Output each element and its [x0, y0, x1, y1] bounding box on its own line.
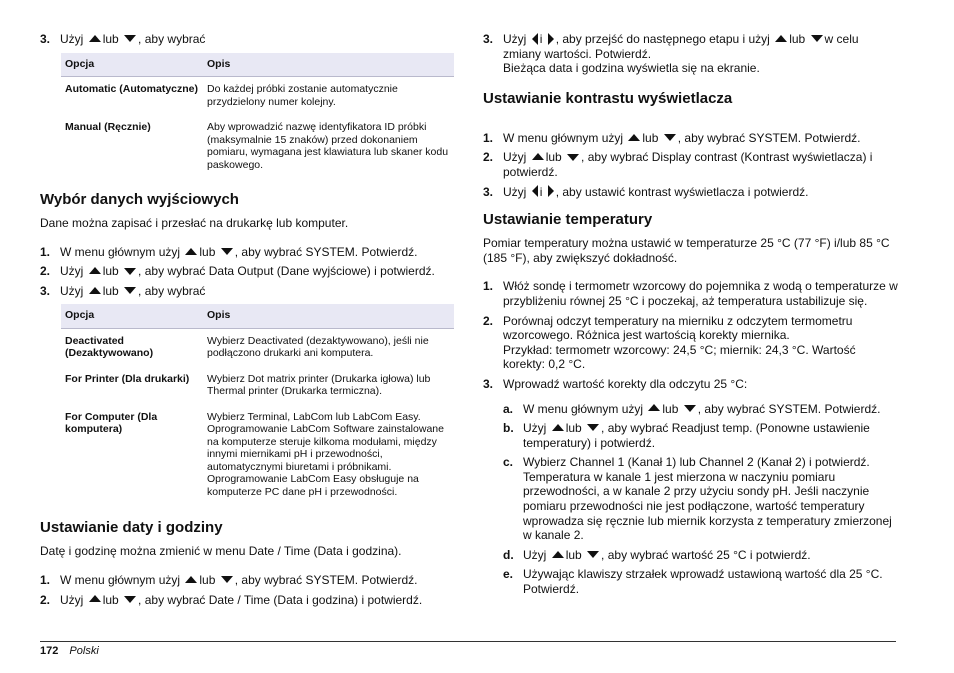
arrow-up-icon: [552, 424, 564, 431]
step-text: lub: [102, 32, 119, 46]
description-cell: Do każdej próbki zostanie automatycznie przydzielony numer kolejny.: [207, 83, 398, 108]
step-text: Użyj: [503, 150, 527, 165]
step-number: 2.: [483, 313, 494, 328]
arrow-down-icon: [811, 35, 823, 42]
list-item: [503, 567, 898, 596]
table-header: Opcja: [61, 304, 203, 328]
sub-steps: [503, 402, 898, 597]
list-item: [483, 32, 898, 76]
step-number: b.: [503, 421, 514, 436]
left-column: [40, 32, 454, 612]
temperature-steps: [483, 279, 898, 596]
step-text: lub: [662, 401, 679, 416]
table-header: Opis: [203, 53, 454, 77]
arrow-up-icon: [89, 287, 101, 294]
arrow-up-icon: [628, 134, 640, 141]
step-text: w celu zmiany wartości. Potwierdź.: [503, 32, 859, 61]
step-text: , aby wybrać wartość 25 °C i potwierdź.: [601, 547, 811, 562]
arrow-down-icon: [124, 287, 136, 294]
step-text: lub: [102, 283, 119, 298]
arrow-down-icon: [587, 424, 599, 431]
section-heading: Ustawianie kontrastu wyświetlacza: [483, 89, 733, 107]
step-text: lub: [199, 244, 216, 259]
arrow-down-icon: [684, 405, 696, 412]
list-item: [40, 593, 454, 608]
step-text: , aby wybrać: [138, 32, 206, 46]
option-cell: Manual (Ręcznie): [65, 121, 151, 134]
step-number: e.: [503, 567, 514, 582]
table-row: [61, 115, 454, 178]
step-text: , aby wybrać Readjust temp. (Ponowne ustawienie temperatury) i potwierdź.: [523, 421, 870, 450]
arrow-right-icon: [548, 185, 554, 197]
arrow-down-icon: [124, 35, 136, 42]
description-cell: Wybierz Dot matrix printer (Drukarka igłowa) lub Thermal printer (Drukarka termiczna).: [207, 372, 431, 398]
description-cell: Aby wprowadzić nazwę identyfikatora ID próbki (maksymalnie 15 znaków) przed dokonaniem pomiaru, wymagana jest klawiatura lub skaner kodu paskowego.: [207, 121, 449, 171]
list-item: [40, 245, 454, 260]
section-intro: Datę i godzinę można zmienić w menu Date / Time (Data i godzina).: [40, 544, 402, 559]
arrow-down-icon: [221, 248, 233, 255]
step-text: , aby przejść do następnego etapu i użyj: [555, 32, 770, 46]
step-text: lub: [102, 592, 119, 607]
arrow-left-icon: [532, 185, 538, 197]
section-intro: Pomiar temperatury można ustawić w temperaturze 25 °C (77 °F) i/lub 85 °C (185 °F), aby zwiększyć dokładność.: [483, 236, 890, 265]
output-steps: [40, 245, 454, 299]
option-cell: For Computer (Dla komputera): [65, 410, 158, 436]
arrow-down-icon: [124, 596, 136, 603]
arrow-down-icon: [587, 551, 599, 558]
option-cell: Automatic (Automatyczne): [65, 83, 199, 96]
list-item: [40, 573, 454, 588]
step-text: W menu głównym użyj: [503, 130, 624, 145]
list-item: [503, 548, 898, 563]
arrow-down-icon: [567, 154, 579, 161]
arrow-up-icon: [89, 267, 101, 274]
step-text: i: [539, 184, 543, 199]
table-row: [61, 328, 454, 367]
step-text: Porównaj odczyt temperatury na mierniku z odczytem termometru wzorcowego. Różnica jest wartością korekty miernika.: [503, 313, 853, 343]
step-number: 3.: [483, 376, 494, 391]
arrow-down-icon: [221, 576, 233, 583]
step-text: , aby wybrać Data Output (Dane wyjściowe) i potwierdź.: [138, 264, 435, 279]
step-number: d.: [503, 547, 514, 562]
step-number: 3.: [483, 184, 494, 199]
step-text: Używając klawiszy strzałek wprowadź ustawioną wartość dla 25 °C. Potwierdź.: [523, 567, 883, 597]
step-text: Włóż sondę i termometr wzorcowy do pojemnika z wodą o temperaturze w przybliżeniu równej 25 °C i poczekaj, aż temperatura ustabilizuje się.: [503, 279, 898, 308]
section-heading: Wybór danych wyjściowych: [40, 191, 239, 209]
step-text: Użyj: [503, 184, 527, 199]
data-output-options-table: [61, 304, 454, 505]
step-number: 3.: [40, 283, 51, 298]
arrow-down-icon: [664, 134, 676, 141]
step-text: i: [539, 32, 543, 46]
option-cell: Deactivated (Dezaktywowano): [65, 334, 154, 360]
footer-language: Polski: [69, 645, 99, 657]
list-item: [503, 402, 898, 417]
step-text: , aby wybrać Display contrast (Kontrast wyświetlacza) i potwierdź.: [503, 150, 873, 179]
step-text: Wybierz Channel 1 (Kanał 1) lub Channel 2 (Kanał 2) i potwierdź. Temperatura w kanale 1 jest mierzona w naczyniu pomiaru przewodności, a w kanale 2 przy użyciu sondy pH. Jeśli naczynie pomiaru przewodności nie jest podłączone, wartość temperatury wprowadza się ręcznie lub miernik korzysta z temperatury zmierzonej w kanale 2.: [523, 455, 892, 543]
arrow-up-icon: [532, 153, 544, 160]
contrast-steps: [483, 131, 898, 199]
step-number: 1.: [40, 573, 51, 588]
step-text: lub: [545, 150, 562, 165]
step-number: 2.: [40, 264, 51, 279]
step-number: 1.: [40, 244, 51, 259]
step-number: 1.: [483, 279, 494, 294]
step-text: lub: [789, 32, 806, 46]
step-text: lub: [199, 573, 216, 588]
list-item: [483, 150, 898, 179]
step-note: Bieżąca data i godzina wyświetla się na ekranie.: [503, 61, 760, 76]
step-text: W menu głównym użyj: [60, 573, 181, 588]
step-text: Użyj: [60, 32, 84, 46]
step-number: c.: [503, 455, 514, 470]
step-text: lub: [565, 421, 582, 436]
arrow-up-icon: [185, 248, 197, 255]
list-item: [483, 314, 898, 372]
list-item: [503, 421, 898, 450]
step-text: , aby wybrać SYSTEM. Potwierdź.: [234, 244, 418, 259]
arrow-down-icon: [124, 268, 136, 275]
step-text: , aby wybrać: [138, 283, 206, 298]
step-text: lub: [642, 130, 659, 145]
arrow-up-icon: [648, 404, 660, 411]
option-cell: For Printer (Dla drukarki): [65, 372, 190, 385]
list-item: [483, 131, 898, 146]
footer-divider: [40, 641, 896, 642]
description-cell: Wybierz Deactivated (dezaktywowano), jeśli nie podłączono drukarki ani komputera.: [207, 334, 429, 360]
table-row: [61, 367, 454, 405]
step-text: , aby wybrać Date / Time (Data i godzina) i potwierdź.: [138, 592, 423, 607]
step-number: 2.: [483, 150, 494, 165]
step-text: , aby wybrać SYSTEM. Potwierdź.: [697, 401, 881, 416]
date-steps: [40, 573, 454, 607]
table-row: [61, 405, 454, 506]
page-number: 172: [40, 645, 59, 657]
table-row: [61, 77, 454, 116]
list-item: [483, 185, 898, 200]
step-number: 3.: [40, 32, 51, 46]
step-text: Wprowadź wartość korekty dla odczytu 25 °C:: [503, 376, 748, 391]
arrow-right-icon: [548, 33, 554, 45]
step-text: Użyj: [523, 547, 547, 562]
list-item: [40, 264, 454, 279]
step-number: 3.: [483, 32, 494, 46]
list-item: [503, 455, 898, 543]
step-text: W menu głównym użyj: [60, 244, 181, 259]
step-text: , aby wybrać SYSTEM. Potwierdź.: [677, 130, 861, 145]
arrow-up-icon: [552, 551, 564, 558]
table-header: Opis: [203, 304, 454, 328]
section-intro: Dane można zapisać i przesłać na drukarkę lub komputer.: [40, 216, 349, 231]
sample-id-options-table: [61, 53, 454, 179]
step-text: W menu głównym użyj: [523, 401, 644, 416]
step-text: Użyj: [60, 592, 84, 607]
list-item: [483, 279, 898, 308]
step-text: Użyj: [523, 421, 547, 436]
step-text: Użyj: [503, 32, 527, 46]
step-text: Użyj: [60, 283, 84, 298]
step-text: lub: [565, 547, 582, 562]
table-header: Opcja: [61, 53, 203, 77]
arrow-up-icon: [89, 35, 101, 42]
description-cell: Wybierz Terminal, LabCom lub LabCom Easy. Oprogramowanie LabCom Software zainstalowane na komputerze steruje kilkoma modułami, między innymi miernikami pH i przewodności, automatycznymi biuretami i próbnikami. Oprogramowanie LabCom Easy obsługuje na komputerze PC dane pH i przewodności.: [207, 410, 444, 498]
list-item: [483, 377, 898, 597]
step-number: 1.: [483, 130, 494, 145]
option-steps-top: [40, 32, 454, 47]
step-text: , aby wybrać SYSTEM. Potwierdź.: [234, 573, 418, 588]
date-steps-continued: [483, 32, 898, 76]
step-text: lub: [102, 264, 119, 279]
step-number: a.: [503, 401, 514, 416]
section-heading: Ustawianie temperatury: [483, 211, 653, 229]
list-item: [40, 284, 454, 299]
list-item: [40, 32, 454, 47]
step-number: 2.: [40, 592, 51, 607]
right-column: [483, 32, 898, 602]
page-footer: [40, 644, 99, 659]
arrow-up-icon: [89, 595, 101, 602]
step-example: Przykład: termometr wzorcowy: 24,5 °C; miernik: 24,3 °C. Wartość korekty: 0,2 °C.: [503, 342, 856, 372]
step-text: , aby ustawić kontrast wyświetlacza i potwierdź.: [555, 184, 809, 199]
arrow-left-icon: [532, 33, 538, 45]
arrow-up-icon: [775, 35, 787, 42]
step-text: Użyj: [60, 264, 84, 279]
section-heading: Ustawianie daty i godziny: [40, 519, 223, 537]
arrow-up-icon: [185, 576, 197, 583]
